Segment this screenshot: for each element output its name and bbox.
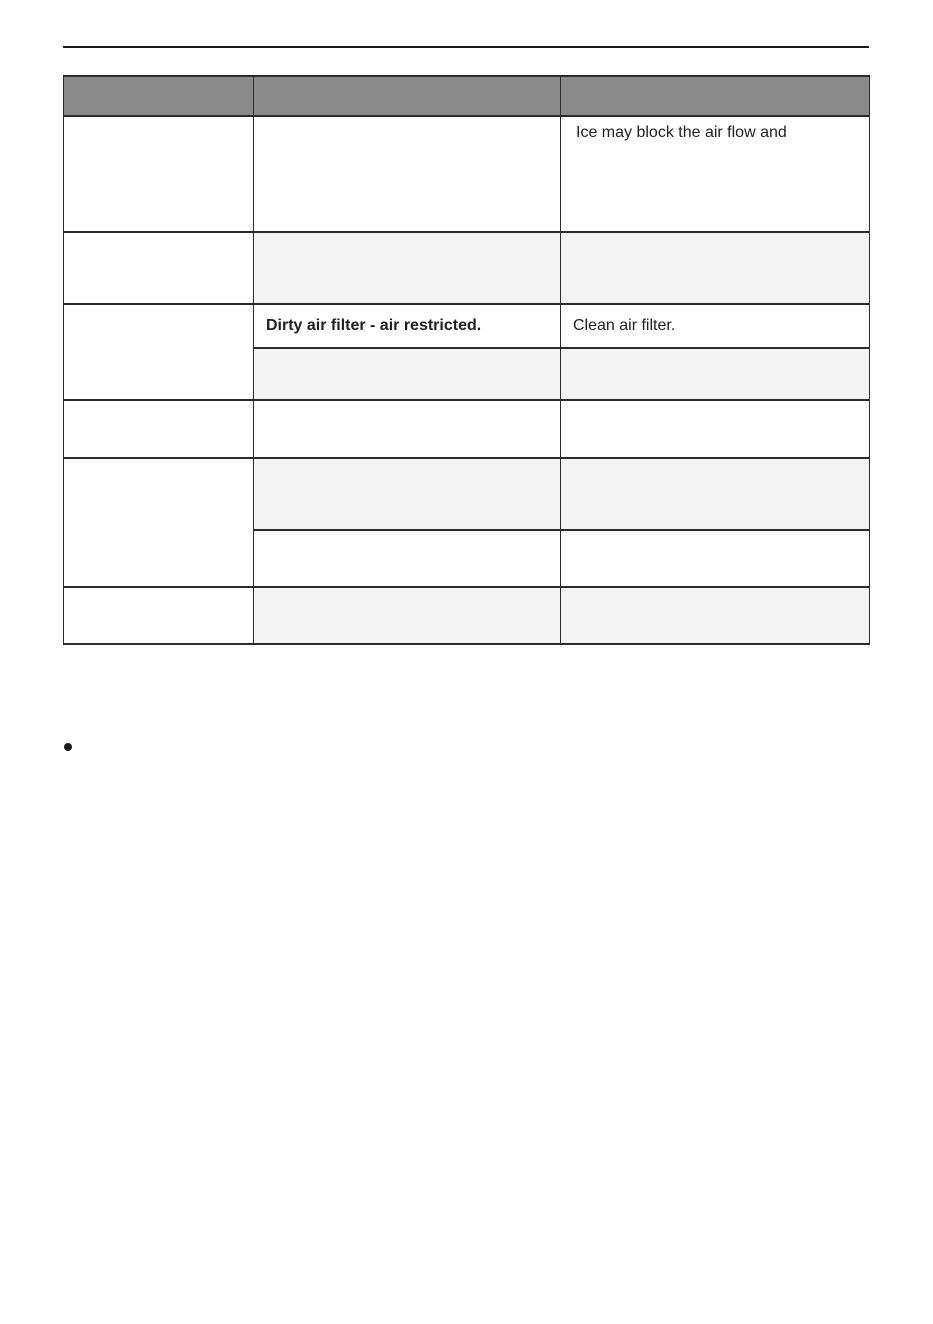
solution-cell: [561, 587, 870, 644]
table-row: [64, 587, 870, 644]
bullet-point-icon: [64, 743, 72, 751]
header-symptom: [64, 76, 254, 116]
table-row: [64, 458, 870, 530]
symptom-cell: [64, 232, 254, 304]
header-solution: [561, 76, 870, 116]
header-cause: [254, 76, 561, 116]
troubleshooting-table: [63, 75, 870, 645]
cause-cell: [254, 530, 561, 587]
solution-cell: [561, 530, 870, 587]
table-row: [64, 116, 870, 232]
table-row: [64, 232, 870, 304]
cause-cell: [254, 587, 561, 644]
cause-cell: [254, 116, 561, 232]
table-row: [64, 400, 870, 458]
symptom-cell: [64, 587, 254, 644]
cause-cell: [254, 458, 561, 530]
cause-cell: [254, 232, 561, 304]
symptom-cell: [64, 458, 254, 587]
cause-cell: [254, 400, 561, 458]
top-rule: [63, 46, 869, 48]
symptom-cell: [64, 400, 254, 458]
cause-cell: Dirty air filter - air restricted.: [254, 304, 561, 348]
table-row: [64, 304, 870, 348]
cause-cell: [254, 348, 561, 400]
table-header-row: [64, 76, 870, 116]
solution-cell: [561, 232, 870, 304]
solution-cell: Clean air filter.: [561, 304, 870, 348]
solution-cell: Ice may block the air flow and: [561, 116, 870, 232]
symptom-cell: [64, 116, 254, 232]
solution-cell: [561, 400, 870, 458]
solution-cell: [561, 458, 870, 530]
symptom-cell: [64, 304, 254, 400]
solution-cell: [561, 348, 870, 400]
